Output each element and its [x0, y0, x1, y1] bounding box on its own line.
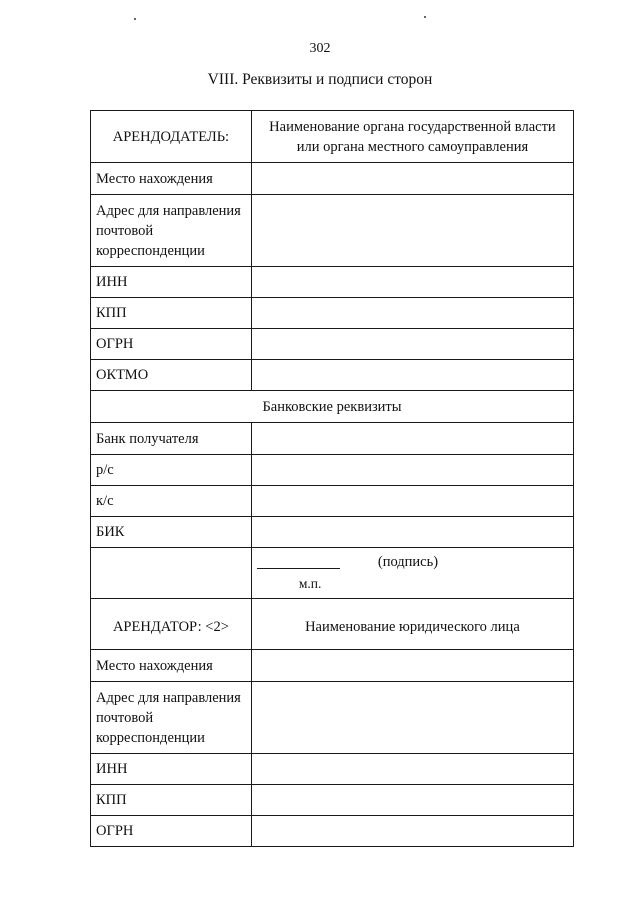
bank-row-bik — [91, 517, 574, 548]
tenant-header-row — [91, 599, 574, 650]
row-label: р/с — [91, 455, 252, 486]
row-value[interactable] — [251, 486, 573, 517]
tenant-row-ogrn — [91, 816, 574, 847]
row-label: ОГРН — [91, 816, 252, 847]
row-value[interactable] — [251, 329, 573, 360]
tenant-row-location — [91, 650, 574, 682]
row-label: Место нахождения — [91, 650, 252, 682]
bank-row-bank — [91, 423, 574, 455]
row-label: КПП — [91, 298, 252, 329]
row-value[interactable] — [251, 267, 573, 298]
row-label: КПП — [91, 785, 252, 816]
row-label: ИНН — [91, 267, 252, 298]
landlord-row-kpp — [91, 298, 574, 329]
tenant-header-label: АРЕНДАТОР: <2> — [91, 599, 252, 650]
row-value[interactable] — [251, 517, 573, 548]
landlord-header-label: АРЕНДОДАТЕЛЬ: — [91, 111, 252, 163]
landlord-row-inn — [91, 267, 574, 298]
landlord-row-ogrn — [91, 329, 574, 360]
page-number: 302 — [309, 41, 331, 56]
signature-label: (подпись) — [377, 554, 439, 570]
signature-line[interactable] — [257, 568, 340, 569]
requisites-table — [90, 110, 574, 847]
landlord-row-oktmo — [91, 360, 574, 391]
row-label: ИНН — [91, 754, 252, 785]
row-value[interactable] — [251, 360, 573, 391]
bank-row-account — [91, 455, 574, 486]
tenant-row-kpp — [91, 785, 574, 816]
row-label: Адрес для направления почтовой корреспонденции — [91, 682, 252, 754]
stamp-label: м.п. — [298, 576, 322, 591]
row-value[interactable] — [251, 650, 573, 682]
signature-block — [252, 548, 573, 598]
row-value[interactable] — [251, 785, 573, 816]
landlord-header-row — [91, 111, 574, 163]
section-title: VIII. Реквизиты и подписи сторон — [207, 71, 433, 88]
signature-empty-cell — [91, 548, 252, 599]
scan-speck-right — [424, 16, 426, 18]
signature-cell — [251, 548, 573, 599]
row-value[interactable] — [251, 682, 573, 754]
scan-speck-left — [134, 18, 136, 20]
row-label: ОГРН — [91, 329, 252, 360]
row-value[interactable] — [251, 455, 573, 486]
row-value[interactable] — [251, 754, 573, 785]
landlord-header-value: Наименование органа государственной власти или органа местного самоуправления — [251, 111, 573, 163]
row-label: к/с — [91, 486, 252, 517]
row-value[interactable] — [251, 816, 573, 847]
row-label: Банк получателя — [91, 423, 252, 455]
row-label: БИК — [91, 517, 252, 548]
tenant-row-inn — [91, 754, 574, 785]
row-label: ОКТМО — [91, 360, 252, 391]
row-value[interactable] — [251, 163, 573, 195]
row-value[interactable] — [251, 423, 573, 455]
bank-section-title: Банковские реквизиты — [91, 391, 574, 423]
tenant-row-mail-address — [91, 682, 574, 754]
row-label: Место нахождения — [91, 163, 252, 195]
landlord-row-location — [91, 163, 574, 195]
tenant-header-value: Наименование юридического лица — [251, 599, 573, 650]
landlord-row-mail-address — [91, 195, 574, 267]
row-label: Адрес для направления почтовой корреспонденции — [91, 195, 252, 267]
bank-section-row — [91, 391, 574, 423]
landlord-signature-row — [91, 548, 574, 599]
bank-row-corr-account — [91, 486, 574, 517]
row-value[interactable] — [251, 195, 573, 267]
row-value[interactable] — [251, 298, 573, 329]
